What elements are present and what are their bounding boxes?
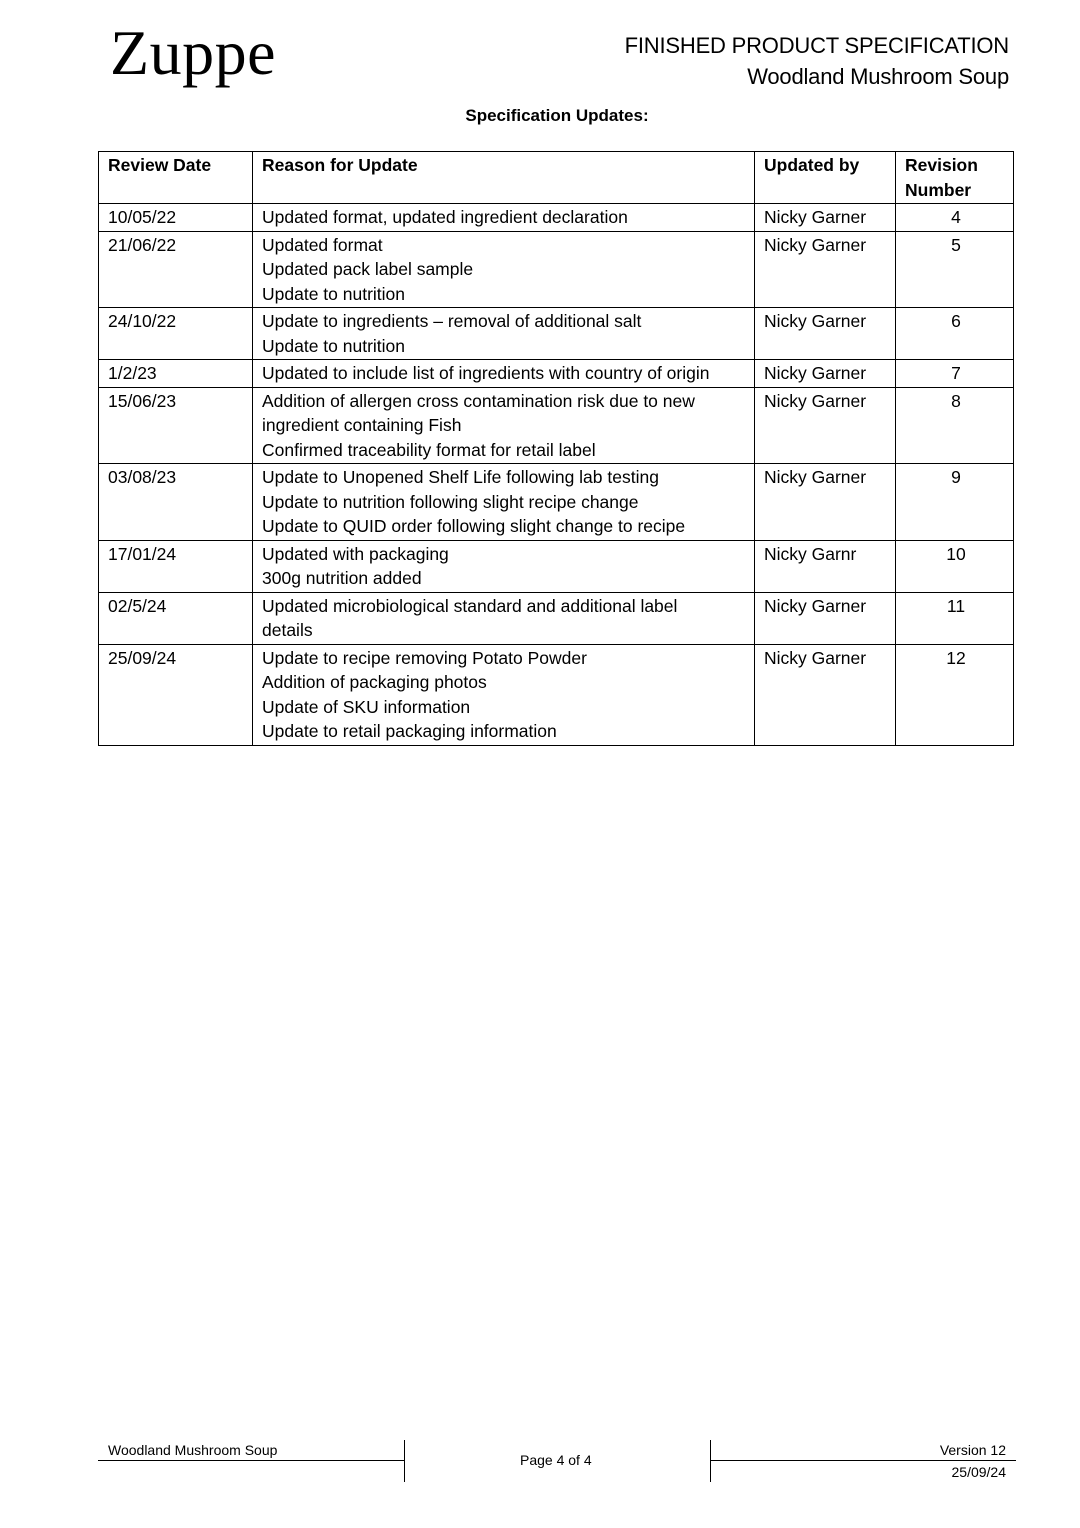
footer-separator-left: [404, 1440, 405, 1482]
reason-line: Updated microbiological standard and additional label: [262, 595, 678, 616]
cell-updated-by: Nicky Garner: [755, 464, 896, 541]
reason-line: Updated format: [262, 234, 383, 255]
cell-updated-by: Nicky Garner: [755, 231, 896, 308]
footer-divider-left: [98, 1460, 405, 1461]
cell-revision-number: 8: [896, 387, 1014, 464]
cell-reason: [253, 464, 755, 541]
section-heading: Specification Updates:: [465, 106, 649, 125]
cell-review-date: 25/09/24: [99, 644, 253, 745]
reason-line: Update to QUID order following slight change to recipe: [262, 516, 686, 536]
footer-version: Version 12: [939, 1442, 1006, 1458]
reason-line: Update to Unopened Shelf Life following lab testing: [262, 467, 659, 487]
cell-review-date: 02/5/24: [99, 592, 253, 644]
cell-review-date: 21/06/22: [99, 231, 253, 308]
cell-review-date: 17/01/24: [99, 540, 253, 592]
cell-updated-by: Nicky Garner: [755, 204, 896, 232]
table-row: [99, 308, 1014, 360]
cell-updated-by: Nicky Garner: [755, 592, 896, 644]
cell-revision-number: 5: [896, 231, 1014, 308]
reason-line: Update to nutrition: [262, 283, 406, 304]
table-header-row: [99, 152, 1014, 204]
document-type: FINISHED PRODUCT SPECIFICATION: [624, 33, 1009, 58]
cell-reason: [253, 644, 755, 745]
table-row: [99, 231, 1014, 308]
cell-review-date: 10/05/22: [99, 204, 253, 232]
footer-separator-right: [710, 1440, 711, 1482]
product-name: Woodland Mushroom Soup: [747, 64, 1009, 89]
header-revision-line1: Revision: [905, 155, 978, 175]
cell-revision-number: 7: [896, 360, 1014, 388]
reason-line: Update to nutrition: [262, 335, 406, 356]
cell-review-date: 24/10/22: [99, 308, 253, 360]
header-revision-line2: Number: [905, 179, 972, 200]
cell-reason: [253, 592, 755, 644]
footer-product: Woodland Mushroom Soup: [108, 1442, 278, 1458]
cell-review-date: 03/08/23: [99, 464, 253, 541]
table-body: [99, 204, 1014, 746]
cell-updated-by: Nicky Garner: [755, 644, 896, 745]
cell-updated-by: Nicky Garnr: [755, 540, 896, 592]
reason-line: Update to ingredients – removal of additional salt: [262, 311, 642, 331]
cell-updated-by: Nicky Garner: [755, 308, 896, 360]
specification-updates-table: [98, 151, 1014, 746]
reason-line: 300g nutrition added: [262, 568, 422, 588]
cell-reason: [253, 308, 755, 360]
company-logo: Zuppe: [110, 17, 276, 88]
cell-reason: [253, 360, 755, 388]
reason-line: Updated pack label sample: [262, 259, 474, 279]
reason-line: Update to retail packaging information: [262, 721, 557, 741]
cell-reason: [253, 540, 755, 592]
footer-divider-right: [710, 1460, 1016, 1461]
reason-line: Confirmed traceability format for retail label: [262, 439, 596, 460]
header-updated-by: Updated by: [755, 152, 896, 204]
reason-line: Updated with packaging: [262, 543, 449, 564]
cell-revision-number: 10: [896, 540, 1014, 592]
cell-review-date: 15/06/23: [99, 387, 253, 464]
reason-line: Updated format, updated ingredient declaration: [262, 207, 628, 227]
header-reason: Reason for Update: [253, 152, 755, 204]
reason-line: ingredient containing Fish: [262, 415, 462, 435]
header-revision-number: [896, 152, 1014, 204]
table-row: [99, 592, 1014, 644]
table-row: [99, 540, 1014, 592]
cell-reason: [253, 387, 755, 464]
reason-line: Update of SKU information: [262, 696, 471, 717]
reason-line: Update to recipe removing Potato Powder: [262, 647, 587, 668]
reason-line: Updated to include list of ingredients with country of origin: [262, 363, 710, 383]
cell-revision-number: 12: [896, 644, 1014, 745]
footer-page-number: Page 4 of 4: [520, 1452, 592, 1468]
cell-revision-number: 9: [896, 464, 1014, 541]
reason-line: Addition of allergen cross contamination risk due to new: [262, 390, 695, 411]
header-review-date: Review Date: [99, 152, 253, 204]
cell-review-date: 1/2/23: [99, 360, 253, 388]
table-row: [99, 644, 1014, 745]
table-row: [99, 464, 1014, 541]
cell-revision-number: 6: [896, 308, 1014, 360]
footer-date: 25/09/24: [951, 1464, 1006, 1480]
cell-revision-number: 11: [896, 592, 1014, 644]
document-title-block: [625, 30, 1009, 92]
cell-updated-by: Nicky Garner: [755, 360, 896, 388]
page-footer: [0, 1438, 1080, 1488]
reason-line: details: [262, 620, 313, 640]
reason-line: Update to nutrition following slight recipe change: [262, 491, 639, 512]
table-row: [99, 387, 1014, 464]
cell-updated-by: Nicky Garner: [755, 387, 896, 464]
cell-revision-number: 4: [896, 204, 1014, 232]
cell-reason: [253, 231, 755, 308]
table-row: [99, 360, 1014, 388]
reason-line: Addition of packaging photos: [262, 672, 487, 692]
table-row: [99, 204, 1014, 232]
cell-reason: [253, 204, 755, 232]
